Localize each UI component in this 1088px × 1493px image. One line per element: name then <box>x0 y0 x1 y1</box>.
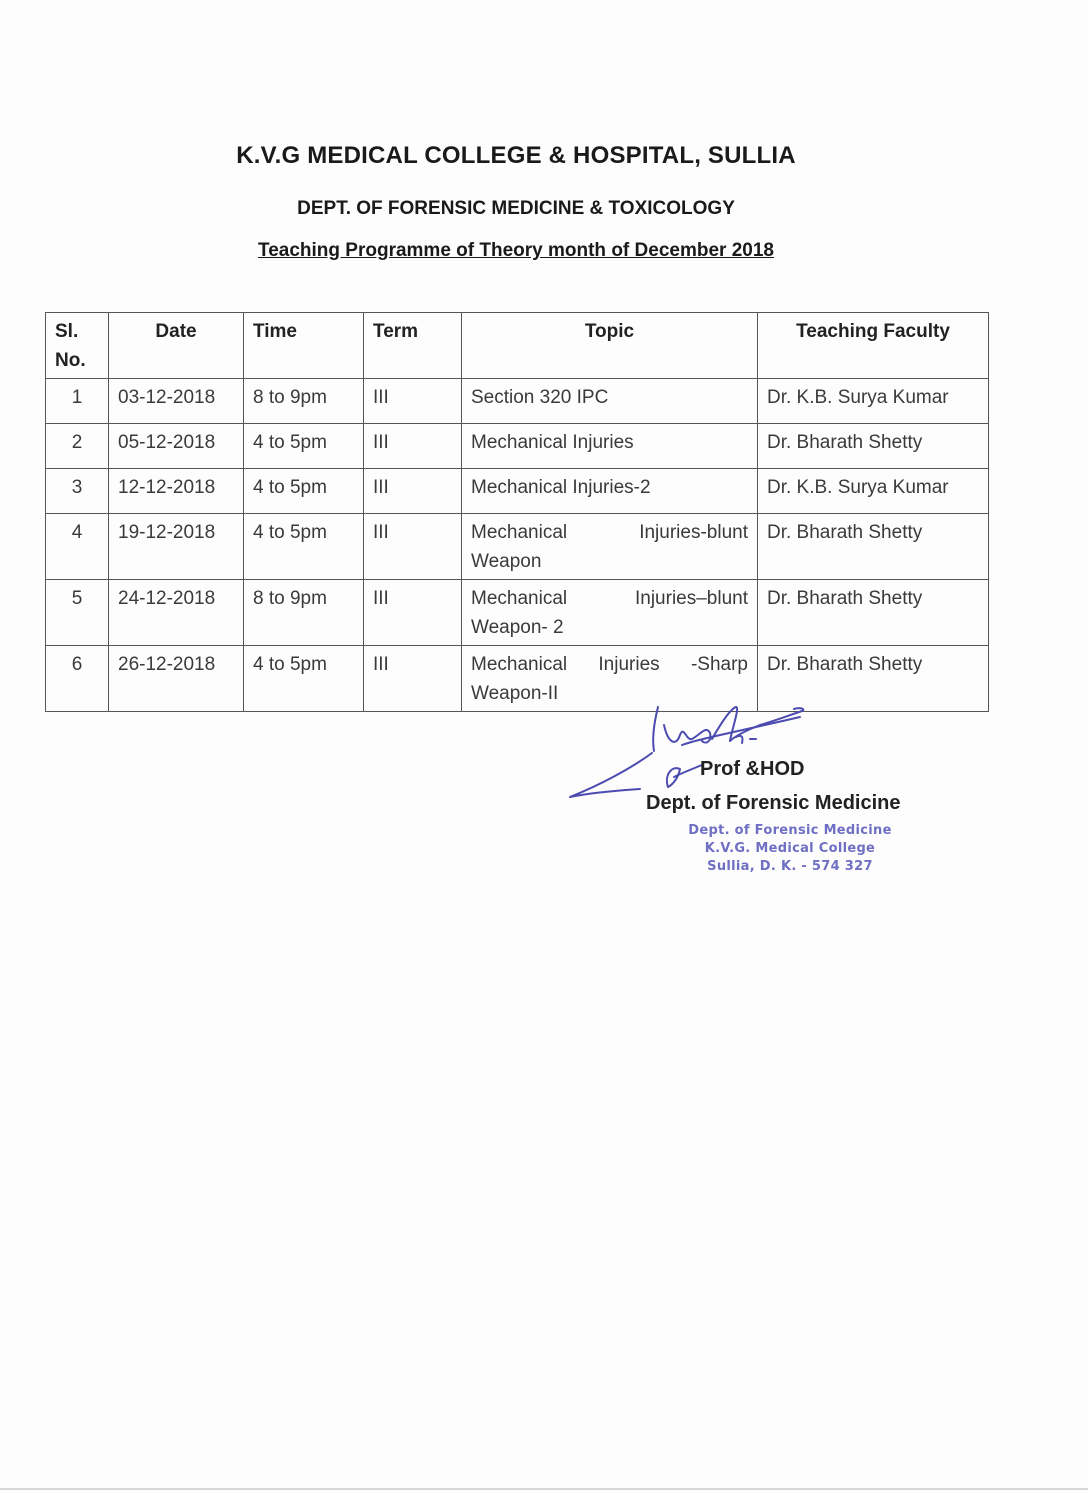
teaching-schedule-table <box>45 312 989 712</box>
cell-date: 19-12-2018 <box>109 514 244 580</box>
table-row <box>46 469 989 514</box>
scan-edge-line <box>0 1488 1088 1490</box>
table-row <box>46 514 989 580</box>
cell-time: 8 to 9pm <box>244 580 364 646</box>
cell-faculty: Dr. K.B. Surya Kumar <box>758 379 989 424</box>
cell-time: 4 to 5pm <box>244 424 364 469</box>
cell-date: 03-12-2018 <box>109 379 244 424</box>
cell-topic: Mechanical Injuries–blunt Weapon- 2 <box>462 580 758 646</box>
cell-topic: Section 320 IPC <box>462 379 758 424</box>
signatory-title: Prof &HOD <box>700 758 805 780</box>
department-stamp <box>688 822 891 876</box>
table-row <box>46 424 989 469</box>
stamp-line-college: K.V.G. Medical College <box>704 841 876 856</box>
column-header-term: Term <box>364 313 462 379</box>
table-header-row <box>46 313 989 379</box>
column-header-topic: Topic <box>462 313 758 379</box>
cell-topic: Mechanical Injuries -Sharp Weapon-II <box>462 646 758 712</box>
cell-term: III <box>364 646 462 712</box>
cell-sl: 3 <box>46 469 109 514</box>
cell-term: III <box>364 469 462 514</box>
stamp-line-dept: Dept. of Forensic Medicine <box>688 823 892 838</box>
cell-topic: Mechanical Injuries <box>462 424 758 469</box>
cell-sl: 5 <box>46 580 109 646</box>
college-title: K.V.G MEDICAL COLLEGE & HOSPITAL, SULLIA <box>236 142 796 169</box>
cell-date: 05-12-2018 <box>109 424 244 469</box>
cell-topic: Mechanical Injuries-blunt Weapon <box>462 514 758 580</box>
cell-date: 24-12-2018 <box>109 580 244 646</box>
department-heading: DEPT. OF FORENSIC MEDICINE & TOXICOLOGY <box>297 198 735 219</box>
signatory-department: Dept. of Forensic Medicine <box>646 792 901 814</box>
cell-sl: 1 <box>46 379 109 424</box>
table-row <box>46 379 989 424</box>
cell-term: III <box>364 514 462 580</box>
column-header-date: Date <box>109 313 244 379</box>
cell-faculty: Dr. Bharath Shetty <box>758 580 989 646</box>
cell-time: 4 to 5pm <box>244 646 364 712</box>
cell-topic: Mechanical Injuries-2 <box>462 469 758 514</box>
cell-sl: 4 <box>46 514 109 580</box>
cell-term: III <box>364 424 462 469</box>
cell-faculty: Dr. K.B. Surya Kumar <box>758 469 989 514</box>
cell-term: III <box>364 379 462 424</box>
table-row <box>46 580 989 646</box>
column-header-faculty: Teaching Faculty <box>758 313 989 379</box>
column-header-time: Time <box>244 313 364 379</box>
cell-date: 12-12-2018 <box>109 469 244 514</box>
cell-time: 4 to 5pm <box>244 514 364 580</box>
cell-time: 8 to 9pm <box>244 379 364 424</box>
cell-faculty: Dr. Bharath Shetty <box>758 424 989 469</box>
handwritten-signature <box>560 695 820 805</box>
cell-sl: 6 <box>46 646 109 712</box>
cell-time: 4 to 5pm <box>244 469 364 514</box>
cell-term: III <box>364 580 462 646</box>
stamp-line-address: Sullia, D. K. - 574 327 <box>707 859 873 874</box>
programme-heading: Teaching Programme of Theory month of December 2018 <box>258 240 774 261</box>
cell-faculty: Dr. Bharath Shetty <box>758 514 989 580</box>
cell-sl: 2 <box>46 424 109 469</box>
cell-date: 26-12-2018 <box>109 646 244 712</box>
cell-faculty: Dr. Bharath Shetty <box>758 646 989 712</box>
column-header-sl: Sl. No. <box>46 313 109 379</box>
